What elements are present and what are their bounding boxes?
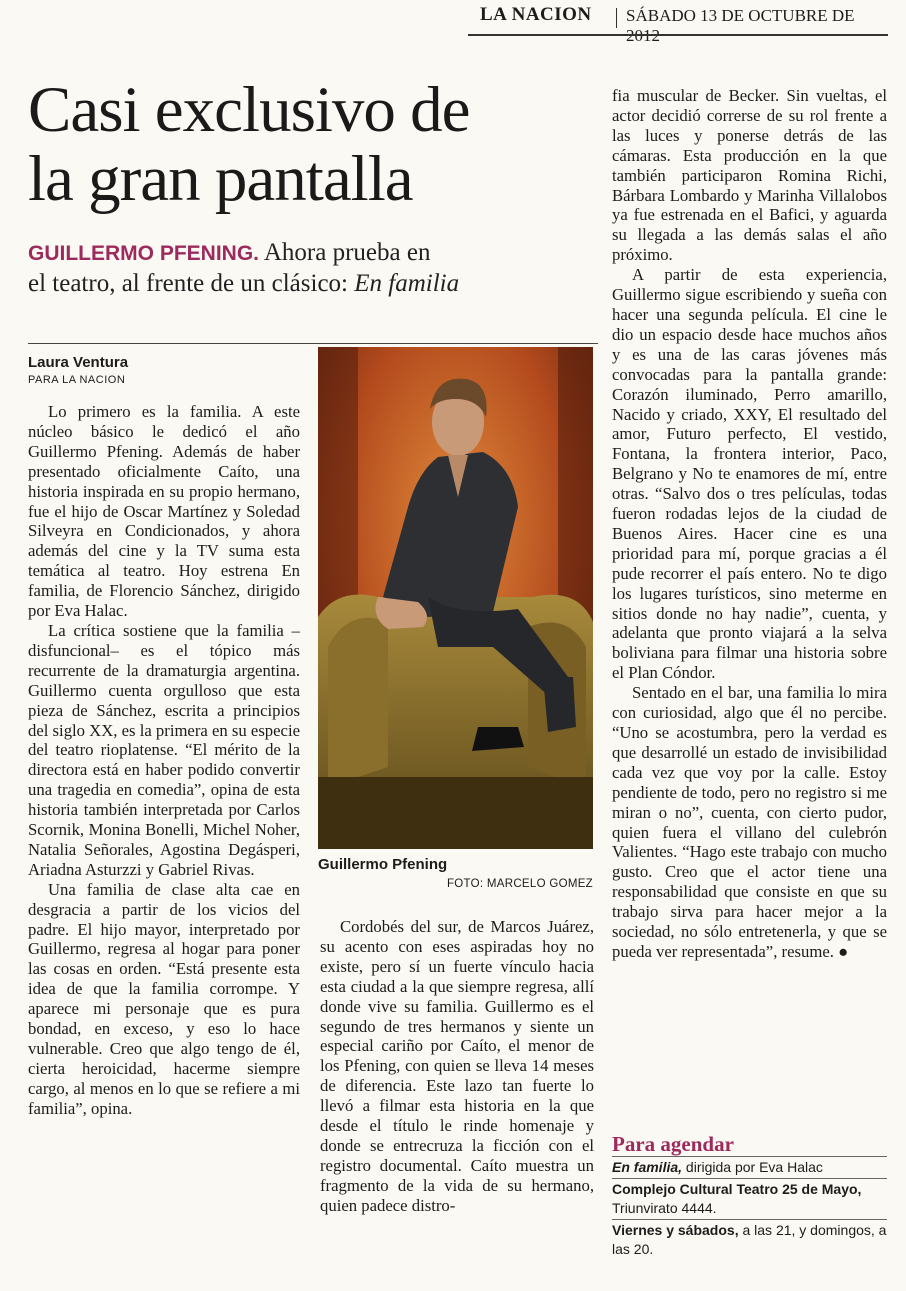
caption-name: Guillermo Pfening	[318, 856, 448, 873]
article-column-2	[320, 917, 594, 1216]
photo-credit: FOTO: MARCELO GOMEZ	[446, 878, 593, 890]
portrait-photo	[318, 347, 593, 849]
col3-paragraph-1: A partir de esta experiencia, Guillermo sigue escribiendo y sueña con hacer una segunda película. El cine le dio un espacio desde hace muchos años y es una de las caras jóvenes más convocadas para la pantalla grande: Corazón iluminado, Perro amarillo, Nacido y criado, XXY, El resultado del amor, Futuro perfecto, El vestido, Fontana, la frontera interior, Paco, Belgrano y No te enamores de mí, entre otras. “Salvo dos o tres películas, todas fueron rodadas lejos de la ciudad de Buenos Aires. Hacer cine es una prioridad para mí, porque gracias a él pude recorrer el país entero. No te digo los lugares turísticos, sino meterme en sitios donde no hay nadie”, cuenta, y adelanta que pronto viajará a la selva boliviana para filmar una historia sobre el Plan Cóndor.	[612, 265, 887, 683]
agenda-venue-name: Complejo Cultural Teatro 25 de Mayo,	[612, 1181, 862, 1197]
end-mark: ●	[833, 941, 849, 961]
col1-paragraph-1: Lo primero es la familia. A este núcleo básico le dedicó el año Guillermo Pfening. Además de haber presentado oficialmente Caíto, una historia inspirada en su propio hermano, fue el hijo de Oscar Martínez y Soledad Silveyra en Condicionados, y ahora además del cine y la TV suma esta temática al teatro. Hoy estrena En familia, de Florencio Sánchez, dirigido por Eva Halac.	[28, 402, 300, 621]
agenda-address: Triunvirato 4444.	[612, 1200, 717, 1216]
deck-kicker: GUILLERMO PFENING.	[28, 242, 259, 265]
agenda-play-title: En familia,	[612, 1159, 683, 1175]
headline	[28, 76, 598, 214]
agenda-title: Para agendar	[612, 1132, 734, 1156]
agenda-venue	[612, 1178, 887, 1219]
agenda-play	[612, 1156, 887, 1178]
portrait-illustration	[318, 347, 593, 849]
header-rule	[468, 34, 888, 36]
agenda-box	[612, 1132, 887, 1260]
photo-caption	[318, 856, 593, 890]
deck	[28, 238, 603, 299]
col2-paragraph-1: Cordobés del sur, de Marcos Juárez, su acento con eses aspiradas hoy no existe, pero sí un fuerte vínculo hacia esta ciudad a la que siempre regresa, allí donde vive su familia. Guillermo es el segundo de tres hermanos y siente un especial cariño por Caíto, el menor de los Pfening, con quien se lleva 14 meses de diferencia. Este lazo tan fuerte lo llevó a filmar esta historia en la que desde el título le rinde homenaje y donde se entrecruza la ficción con el registro documental. Caíto muestra un fragmento de la vida de su hermano, quien padece distro-	[320, 917, 594, 1215]
col1-paragraph-3: Una familia de clase alta cae en desgracia a partir de los vicios del padre. El hijo mayor, interpretado por Guillermo, regresa al hogar para poner las cosas en orden. “Está presente esta idea de que la familia corrompe. Y aparece mi personaje que es pura bondad, en exceso, y eso lo hace vulnerable. Creo que algo tengo de él, cierta heroicidad, hacerme siempre cargo, al menos en lo que se refiere a mi familia”, opina.	[28, 879, 300, 1118]
agenda-schedule	[612, 1219, 887, 1260]
col3-paragraph-2: Sentado en el bar, una familia lo mira con curiosidad, algo que él no percibe. “Uno se acostumbra, pero la verdad es que desarrollé un estado de invisibilidad cada vez que voy por la calle. Estoy pendiente de todo, pero no registro si me miran o no”, cuenta, con cierto pudor, quien fuera el villano del culebrón Valientes. “Hago este trabajo con mucho gusto. Creo que el actor tiene una responsabilidad que consiste en que su trabajo sirva para hacer mejor a la sociedad, no sólo entretenerla, y que se pueda ver representada”, resume. ●	[612, 683, 887, 961]
agenda-schedule-days: Viernes y sábados,	[612, 1222, 739, 1238]
article-column-1	[28, 402, 300, 1119]
agenda-director: dirigida por Eva Halac	[682, 1159, 823, 1175]
header-separator	[616, 8, 617, 28]
article-column-3	[612, 86, 887, 962]
byline-organization: PARA LA NACION	[28, 374, 126, 386]
page-header	[468, 2, 890, 32]
headline-line-2: la gran pantalla	[28, 143, 413, 215]
publication-name: LA NACION	[480, 4, 592, 25]
byline	[28, 354, 308, 386]
issue-date: SÁBADO 13 DE OCTUBRE DE	[626, 6, 855, 25]
headline-line-1: Casi exclusivo de	[28, 74, 470, 146]
deck-play-title: En familia	[354, 270, 460, 297]
deck-text-1: Ahora prueba en	[263, 239, 431, 266]
agenda-schedule-times: a las 21, y domingos, a las 20.	[612, 1222, 887, 1257]
col1-paragraph-2: La crítica sostiene que la familia –disfuncional– es el tópico más recurrente de la dramaturgia argentina. Guillermo cuenta orgulloso que esta pieza de Sánchez, escrita a principios del siglo XX, es la primera en su especie del teatro rioplatense. “El mérito de la directora está en haber podido convertir una tragedia en comedia”, opina de esta historia también interpretada por Carlos Scornik, Monina Bonelli, Michel Noher, Natalia Señorales, Agostina Degásperi, Ariadna Asturzzi y Gabriel Rivas.	[28, 620, 301, 879]
deck-rule	[28, 343, 598, 344]
deck-text-2: el teatro, al frente de un clásico:	[28, 270, 348, 297]
byline-author: Laura Ventura	[28, 354, 129, 371]
col3-paragraph-0: fia muscular de Becker. Sin vueltas, el actor decidió correrse de su rol frente a las luces y ponerse detrás de las cámaras. Esta producción en la que también participaron Romina Richi, Bárbara Lombardo y Marinha Villalobos ya fue estrenada en el Bafici, y aguarda su llegada a las demás salas el año próximo.	[612, 86, 887, 265]
